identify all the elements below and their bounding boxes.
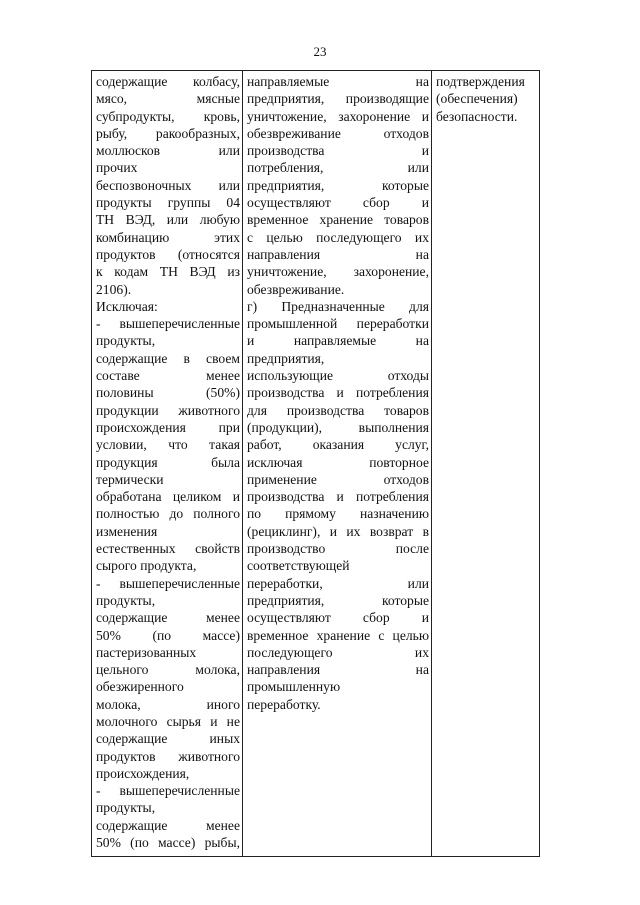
text-line: 50% (по массе)	[96, 627, 240, 643]
text-line: - вышеперечисленные	[96, 783, 240, 799]
text-line: молочного сырья и не	[96, 713, 240, 729]
text-line: субпродукты, кровь,	[96, 108, 240, 124]
text-line: рыбу, ракообразных,	[96, 125, 240, 141]
text-line: направления на	[247, 662, 429, 678]
text-line: содержащие в своем	[96, 350, 240, 366]
text-line: содержащие колбасу,	[96, 74, 240, 89]
text-line: производство после	[247, 541, 429, 557]
text-line: содержащие менее	[96, 610, 240, 626]
text-line: 2106).	[96, 281, 132, 297]
text-line: условии, что такая	[96, 437, 240, 453]
text-line: (рециклинг), и их возврат в	[247, 523, 429, 539]
text-line: молока, иного	[96, 696, 240, 712]
text-line: - вышеперечисленные	[96, 575, 240, 591]
text-line: естественных свойств	[96, 541, 240, 557]
text-line: происхождения при	[96, 419, 240, 435]
table-cell-purpose	[243, 71, 431, 856]
text-line: полностью до полного	[96, 506, 240, 522]
text-line: продукты,	[96, 800, 156, 816]
text-line: продукция была	[96, 454, 240, 470]
text-line: - вышеперечисленные	[96, 316, 240, 332]
text-line: уничтожение, захоронение,	[247, 264, 429, 280]
requirements-table	[91, 70, 540, 857]
text-line: предприятия,	[247, 350, 325, 366]
text-line: исключая повторное	[247, 454, 429, 470]
text-line: производства и потребления	[247, 385, 429, 401]
text-line: обработана целиком и	[96, 489, 240, 505]
text-line: содержащие иных	[96, 731, 240, 747]
text-line: продукции животного	[96, 402, 240, 418]
text-line: производства и потребления	[247, 489, 429, 505]
text-line: по прямому назначению	[247, 506, 429, 522]
text-line: применение отходов	[247, 471, 429, 487]
text-line: работ, оказания услуг,	[247, 437, 429, 453]
text-line: ТН ВЭД, или любую	[96, 212, 240, 228]
text-line: направления на	[247, 246, 429, 262]
text-line: временное хранение товаров	[247, 212, 429, 228]
text-line: продукты,	[96, 592, 156, 608]
text-line: подтверждения	[436, 74, 525, 89]
text-line: предприятия, производящие	[247, 91, 429, 107]
text-line: цельного молока,	[96, 662, 240, 678]
text-line: переработки, или	[247, 575, 429, 591]
text-line: обезвреживание.	[247, 281, 345, 297]
text-line: переработку.	[247, 696, 321, 712]
text-line: Исключая:	[96, 298, 158, 314]
text-line: соответствующей	[247, 558, 350, 574]
text-line: составе менее	[96, 368, 240, 384]
text-line: 50% (по массе) рыбы,	[96, 835, 240, 851]
text-line: продукты,	[96, 333, 156, 349]
text-line: временное хранение с целью	[247, 627, 429, 643]
text-line: осуществляют сбор и	[247, 195, 429, 211]
text-line: предприятия, которые	[247, 592, 429, 608]
text-line: осуществляют сбор и	[247, 610, 429, 626]
text-line: последующего их	[247, 644, 429, 660]
text-line: продукты группы 04	[96, 195, 240, 211]
text-line: потребления, или	[247, 160, 429, 176]
text-line: половины (50%)	[96, 385, 240, 401]
text-line: г) Предназначенные для	[247, 298, 429, 314]
text-line: комбинацию этих	[96, 229, 240, 245]
text-line: прочих	[96, 160, 138, 176]
text-line: для производства товаров	[247, 402, 429, 418]
text-line: использующие отходы	[247, 368, 429, 384]
text-line: направляемые на	[247, 74, 429, 89]
text-line: и направляемые на	[247, 333, 429, 349]
text-line: (обеспечения)	[436, 91, 518, 107]
text-line: продуктов (относятся	[96, 246, 240, 262]
text-line: обезжиренного	[96, 679, 184, 695]
text-line: уничтожение, захоронение и	[247, 108, 429, 124]
text-line: содержащие менее	[96, 817, 240, 833]
text-line: термически	[96, 471, 164, 487]
text-line: моллюсков или	[96, 143, 240, 159]
text-line: промышленной переработки	[247, 316, 429, 332]
table-cell-products	[92, 71, 242, 856]
text-line: безопасности.	[436, 108, 518, 124]
text-line: сырого продукта,	[96, 558, 197, 574]
text-line: пастеризованных	[96, 644, 197, 660]
text-line: производства и	[247, 143, 429, 159]
text-line: (продукции), выполнения	[247, 419, 429, 435]
text-line: происхождения,	[96, 765, 190, 781]
text-line: мясо, мясные	[96, 91, 240, 107]
text-line: изменения	[96, 523, 158, 539]
text-line: беспозвоночных или	[96, 177, 240, 193]
text-line: к кодам ТН ВЭД из	[96, 264, 240, 280]
text-line: промышленную	[247, 679, 341, 695]
text-line: продуктов животного	[96, 748, 240, 764]
text-line: с целью последующего их	[247, 229, 429, 245]
text-line: предприятия, которые	[247, 177, 429, 193]
page-number: 23	[313, 44, 327, 59]
text-line: обезвреживание отходов	[247, 125, 429, 141]
table-cell-confirmation	[432, 71, 538, 856]
